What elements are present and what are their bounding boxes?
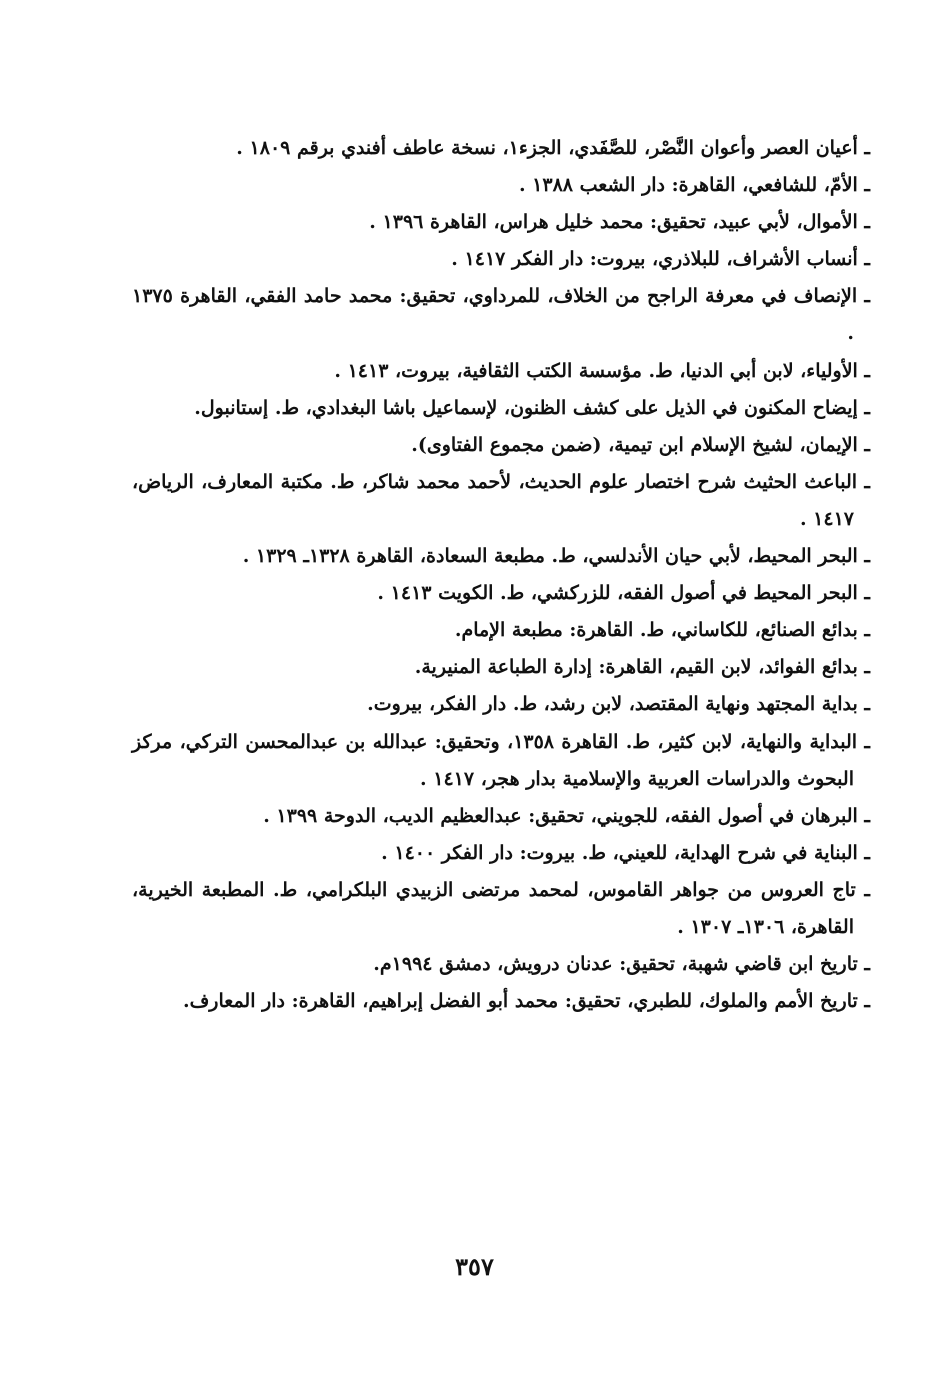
bibliography-entry: ـ البحر المحيط في أصول الفقه، للزركشي، ط. الكويت ١٤١٣ . bbox=[377, 582, 870, 605]
page-number: ٣٥٧ bbox=[455, 1252, 494, 1281]
bibliography-entry: ـ البرهان في أصول الفقه، للجويني، تحقيق: عبدالعظيم الديب، الدوحة ١٣٩٩ . bbox=[263, 804, 870, 827]
bibliography-entry: ـ البداية والنهاية، لابن كثير، ط. القاهرة ١٣٥٨، وتحقيق: عبدالله بن عبدالمحسن التركي، مركز البحوث والدراسات العربية والإسلامية بدار هجر، ١٤١٧ . bbox=[132, 730, 870, 790]
bibliography-entry: ـ الأمّ، للشافعي، القاهرة: دار الشعب ١٣٨٨ . bbox=[518, 174, 870, 197]
bibliography-list bbox=[132, 130, 870, 1020]
bibliography-entry: ـ الإيمان، لشيخ الإسلام ابن تيمية، (ضمن مجموع الفتاوى). bbox=[411, 433, 870, 456]
bibliography-entry: ـ تاريخ ابن قاضي شهبة، تحقيق: عدنان درويش، دمشق ١٩٩٤م. bbox=[373, 953, 870, 976]
bibliography-entry: ـ الباعث الحثيث شرح اختصار علوم الحديث، لأحمد محمد شاكر، ط. مكتبة المعارف، الرياض، ١٤١٧ . bbox=[132, 470, 870, 530]
bibliography-entry: ـ البناية في شرح الهداية، للعيني، ط. بيروت: دار الفكر ١٤٠٠ . bbox=[381, 841, 870, 864]
bibliography-entry: ـ بداية المجتهد ونهاية المقتصد، لابن رشد، ط. دار الفكر، بيروت. bbox=[367, 693, 870, 716]
bibliography-entry: ـ تاريخ الأمم والملوك، للطبري، تحقيق: محمد أبو الفضل إبراهيم، القاهرة: دار المعارف. bbox=[183, 990, 870, 1013]
bibliography-entry: ـ إيضاح المكنون في الذيل على كشف الظنون، لإسماعيل باشا البغدادي، ط. إستانبول. bbox=[194, 396, 870, 419]
bibliography-entry: ـ بدائع الصنائع، للكاساني، ط. القاهرة: مطبعة الإمام. bbox=[454, 619, 870, 642]
bibliography-entry: ـ البحر المحيط، لأبي حيان الأندلسي، ط. مطبعة السعادة، القاهرة ١٣٢٨ـ ١٣٢٩ . bbox=[242, 545, 870, 568]
bibliography-entry: ـ تاج العروس من جواهر القاموس، لمحمد مرتضى الزبيدي البلكرامي، ط. المطبعة الخيرية، القاهرة، ١٣٠٦ـ ١٣٠٧ . bbox=[132, 878, 870, 938]
bibliography-entry: ـ الأولياء، لابن أبي الدنيا، ط. مؤسسة الكتب الثقافية، بيروت، ١٤١٣ . bbox=[334, 359, 870, 382]
bibliography-entry: ـ أنساب الأشراف، للبلاذري، بيروت: دار الفكر ١٤١٧ . bbox=[451, 248, 870, 271]
bibliography-entry: ـ أعيان العصر وأعوان النَّصْر، للصَّفَدي، الجزء١، نسخة عاطف أفندي برقم ١٨٠٩ . bbox=[236, 137, 870, 159]
bibliography-entry: ـ الإنصاف في معرفة الراجح من الخلاف، للمرداوي، تحقيق: محمد حامد الفقي، القاهرة ١٣٧٥ . bbox=[132, 285, 870, 345]
bibliography-entry: ـ الأموال، لأبي عبيد، تحقيق: محمد خليل هراس، القاهرة ١٣٩٦ . bbox=[369, 211, 870, 234]
bibliography-entry: ـ بدائع الفوائد، لابن القيم، القاهرة: إدارة الطباعة المنيرية. bbox=[414, 656, 870, 679]
